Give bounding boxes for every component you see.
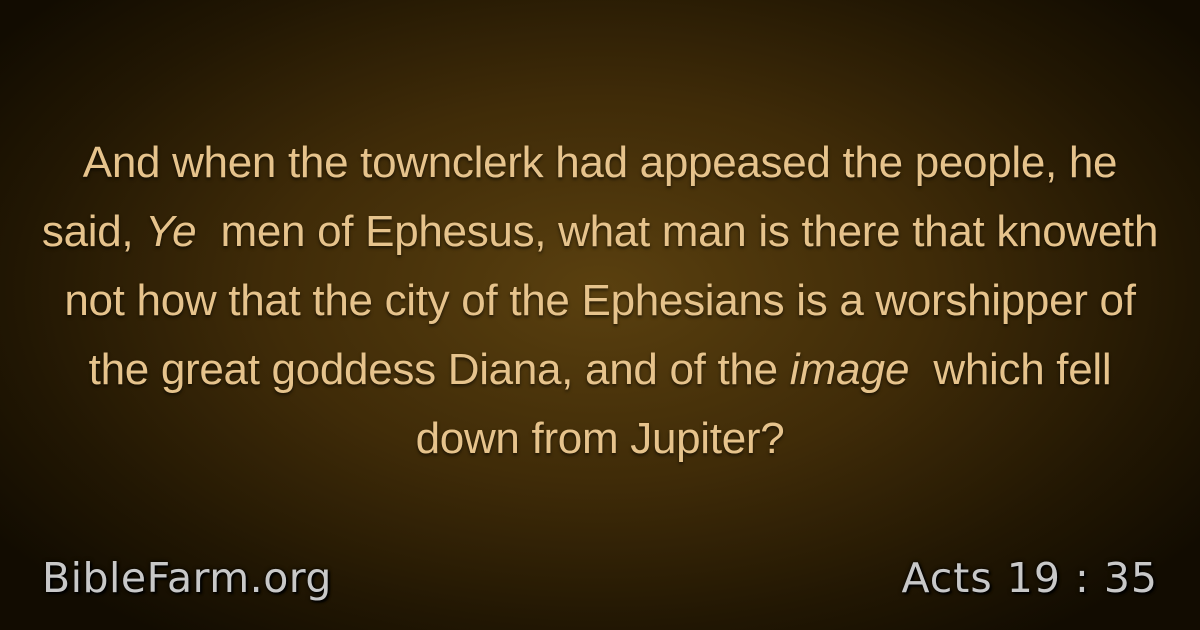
verse-reference: Acts 19 : 35 [901,554,1158,602]
verse-italic-image: image [789,345,910,394]
verse-part-2: men of Ephesus, what man is there that knoweth not how that the city of the Ephesians is a worshipper of the great goddess Diana, and of the [64,207,1159,394]
verse-part-3: which fell down from Jupiter? [415,345,1112,463]
verse-part-1: And when the townclerk had appeased the people, he said, [41,138,1118,256]
verse-text [40,128,1160,473]
site-brand: BibleFarm.org [42,554,332,602]
verse-italic-ye: Ye [145,207,197,256]
